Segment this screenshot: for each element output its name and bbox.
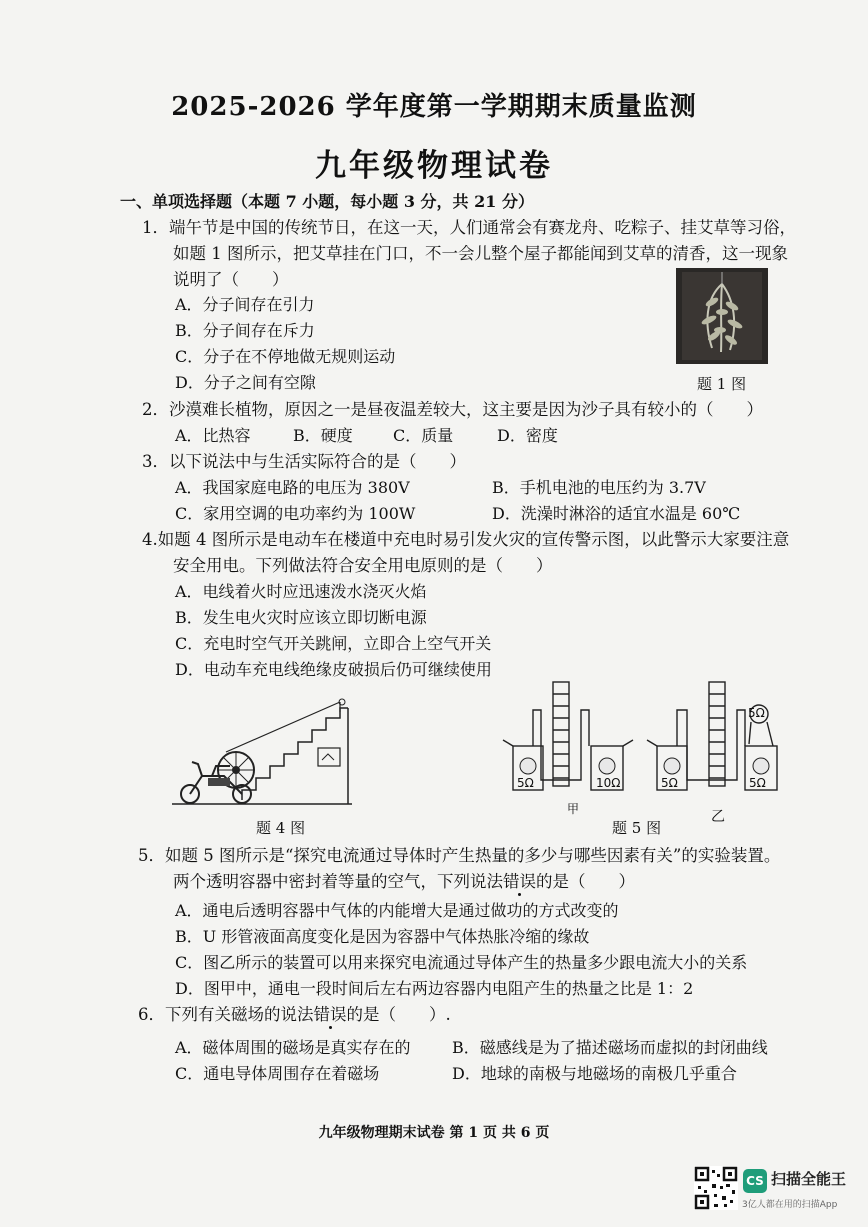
q5-option-b: B．U 形管液面高度变化是因为容器中气体热胀冷缩的缘故	[175, 927, 590, 946]
camscanner-logo-icon: CS	[743, 1169, 767, 1193]
exam-term-title: 2025-2026 学年度第一学期期末质量监测	[171, 92, 697, 122]
q3-option-d: D．洗澡时淋浴的适宜水温是 60℃	[492, 504, 741, 523]
qr-code-icon	[694, 1166, 738, 1210]
q5-option-c: C．图乙所示的装置可以用来探究电流通过导体产生的热量多少跟电流大小的关系	[175, 953, 748, 972]
scanner-app-slogan: 3亿人都在用的扫描App	[742, 1200, 838, 1210]
q4-option-d: D．电动车充电线绝缘皮破损后仍可继续使用	[175, 660, 492, 679]
q1-option-a: A．分子间存在引力	[175, 295, 315, 314]
q5-stem-line1: 5．如题 5 图所示是“探究电流通过导体时产生热量的多少与哪些因素有关”的实验装置。	[138, 846, 781, 865]
q5-stem-post: 的是（ ）	[536, 872, 635, 891]
mugwort-photo	[676, 268, 768, 364]
q6-stem-emphasis: 错误	[313, 1005, 347, 1024]
q6-option-b: B．磁感线是为了描述磁场而虚拟的封闭曲线	[452, 1038, 768, 1057]
q2-option-d: D．密度	[497, 426, 558, 445]
q4-stem-line1: 4.如题 4 图所示是电动车在楼道中充电时易引发火灾的宣传警示图，以此警示大家要注意	[142, 530, 790, 549]
q4-option-c: C．充电时空气开关跳闸，立即合上空气开关	[175, 634, 492, 653]
q3-option-b: B．手机电池的电压约为 3.7V	[492, 478, 706, 497]
q2-option-a: A．比热容	[175, 426, 251, 445]
q5-stem-line2	[173, 869, 635, 895]
q6-stem-pre: 6．下列有关磁场的说法	[138, 1005, 314, 1024]
q1-stem-line2: 如题 1 图所示，把艾草挂在门口，不一会儿整个屋子都能闻到艾草的清香，这一现象	[173, 244, 788, 263]
q1-option-d: D．分子之间有空隙	[175, 373, 316, 392]
q1-option-b: B．分子间存在斥力	[175, 321, 315, 340]
jia-right-resistor-label: 10Ω	[596, 776, 621, 790]
q2-option-b: B．硬度	[293, 426, 353, 445]
scanner-app-name: 扫描全能王	[771, 1170, 847, 1188]
q1-stem-line3: 说明了（ ）	[173, 270, 289, 289]
q5-option-d: D．图甲中，通电一段时间后左右两边容器内电阻产生的热量之比是 1：2	[175, 979, 694, 998]
page-footer: 九年级物理期末试卷 第 1 页 共 6 页	[318, 1125, 550, 1141]
q3-option-c: C．家用空调的电功率约为 100W	[175, 504, 416, 523]
q6-stem	[138, 1002, 451, 1028]
section-heading: 一、单项选择题（本题 7 小题，每小题 3 分，共 21 分）	[120, 192, 534, 211]
q4-figure-caption: 题 4 图	[256, 819, 306, 837]
yi-left-resistor-label: 5Ω	[661, 776, 678, 790]
q2-stem: 2．沙漠难长植物，原因之一是昼夜温差较大，这主要是因为沙子具有较小的（ ）	[142, 400, 763, 419]
fig5-label-yi: 乙	[711, 809, 725, 825]
q3-option-a: A．我国家庭电路的电压为 380V	[175, 478, 410, 497]
q1-figure-caption: 题 1 图	[697, 375, 747, 393]
q4-option-b: B．发生电火灾时应该立即切断电源	[175, 608, 427, 627]
fig5-label-jia: 甲	[567, 802, 580, 816]
q1-stem-line1: 1．端午节是中国的传统节日，在这一天，人们通常会有赛龙舟、吃粽子、挂艾草等习俗，	[142, 218, 796, 237]
exam-subject-title: 九年级物理试卷	[315, 148, 553, 184]
q4-option-a: A．电线着火时应迅速泼水浇灭火焰	[175, 582, 427, 601]
q3-stem: 3．以下说法中与生活实际符合的是（ ）	[142, 452, 466, 471]
q6-option-d: D．地球的南极与地磁场的南极几乎重合	[452, 1064, 737, 1083]
q5-stem-pre: 两个透明容器中密封着等量的空气，下列说法	[173, 872, 503, 891]
q6-stem-post: 的是（ ）.	[346, 1005, 451, 1024]
q4-stem-line2: 安全用电。下列做法符合安全用电原则的是（ ）	[173, 556, 553, 575]
q5-option-a: A．通电后透明容器中气体的内能增大是通过做功的方式改变的	[175, 901, 619, 920]
jia-left-resistor-label: 5Ω	[517, 776, 534, 790]
q6-option-c: C．通电导体周围存在着磁场	[175, 1064, 380, 1083]
q6-option-a: A．磁体周围的磁场是真实存在的	[175, 1038, 411, 1057]
q1-option-c: C．分子在不停地做无规则运动	[175, 347, 396, 366]
q5-figure-caption: 题 5 图	[612, 819, 662, 837]
q2-option-c: C．质量	[393, 426, 454, 445]
yi-right-resistor-label: 5Ω	[749, 776, 766, 790]
ebike-stairwell-figure	[172, 690, 352, 810]
yi-extra-resistor-label: 5Ω	[748, 706, 765, 720]
q5-stem-emphasis: 错误	[503, 872, 536, 891]
joule-heat-apparatus-figure	[497, 676, 779, 800]
